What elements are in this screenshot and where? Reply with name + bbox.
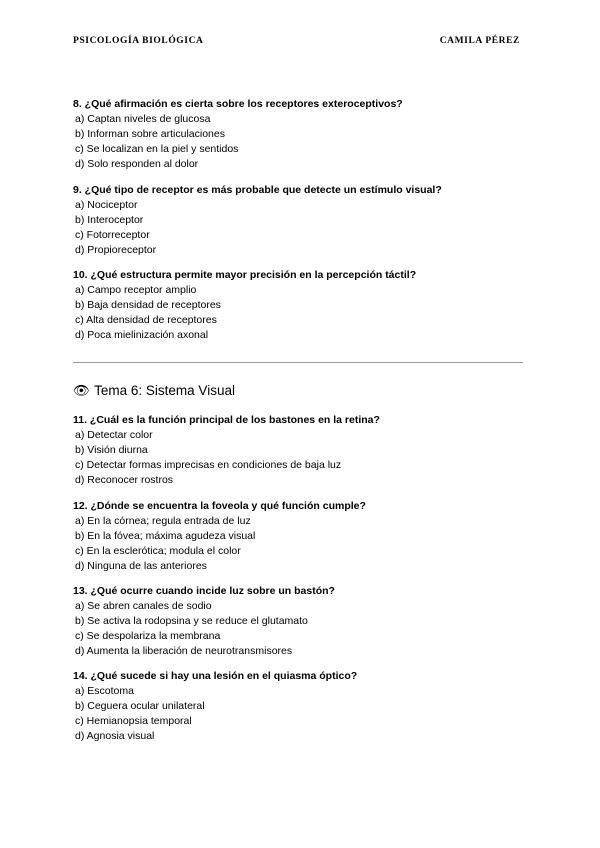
question-title: 8. ¿Qué afirmación es cierta sobre los receptores exteroceptivos?	[73, 98, 403, 110]
question-8	[73, 97, 533, 172]
option-c: c) Se despolariza la membrana	[75, 630, 221, 642]
question-title: 14. ¿Qué sucede si hay una lesión en el quiasma óptico?	[73, 670, 358, 682]
section-title: Tema 6: Sistema Visual	[94, 383, 235, 398]
question-title: 9. ¿Qué tipo de receptor es más probable que detecte un estímulo visual?	[73, 184, 442, 196]
question-title: 10. ¿Qué estructura permite mayor precisión en la percepción táctil?	[73, 269, 417, 281]
option-b: b) Visión diurna	[75, 444, 148, 456]
option-a: a) Nociceptor	[75, 199, 138, 211]
option-c: c) Se localizan en la piel y sentidos	[75, 143, 239, 155]
option-d: d) Poca mielinización axonal	[75, 329, 209, 341]
option-d: d) Agnosia visual	[75, 730, 155, 742]
option-a: a) Escotoma	[75, 685, 134, 697]
question-9	[73, 183, 533, 258]
option-a: a) Captan niveles de glucosa	[75, 113, 211, 125]
option-d: d) Reconocer rostros	[75, 474, 174, 486]
option-a: a) En la córnea; regula entrada de luz	[75, 515, 251, 527]
header-subject: PSICOLOGÍA BIOLÓGICA	[73, 36, 204, 46]
option-d: d) Solo responden al dolor	[75, 158, 199, 170]
question-13	[73, 584, 533, 659]
question-14	[73, 669, 533, 744]
option-a: a) Campo receptor amplio	[75, 284, 197, 296]
option-c: c) En la esclerótica; modula el color	[75, 545, 241, 557]
question-title: 12. ¿Dónde se encuentra la foveola y qué función cumple?	[73, 500, 366, 512]
header-author: CAMILA PÉREZ	[439, 36, 520, 46]
option-a: a) Se abren canales de sodio	[75, 600, 212, 612]
page-header	[73, 36, 520, 50]
section-divider	[73, 362, 523, 363]
option-c: c) Hemianopsia temporal	[75, 715, 192, 727]
option-c: c) Detectar formas imprecisas en condiciones de baja luz	[75, 459, 342, 471]
option-b: b) Informan sobre articulaciones	[75, 128, 225, 140]
question-title: 13. ¿Qué ocurre cuando incide luz sobre un bastón?	[73, 585, 335, 597]
option-a: a) Detectar color	[75, 429, 153, 441]
option-b: b) Se activa la rodopsina y se reduce el glutamato	[75, 615, 308, 627]
option-c: c) Fotorreceptor	[75, 229, 150, 241]
option-b: b) En la fóvea; máxima agudeza visual	[75, 530, 256, 542]
option-b: b) Baja densidad de receptores	[75, 299, 221, 311]
option-c: c) Alta densidad de receptores	[75, 314, 217, 326]
option-d: d) Aumenta la liberación de neurotransmisores	[75, 645, 293, 657]
option-b: b) Ceguera ocular unilateral	[75, 700, 205, 712]
option-d: d) Propioreceptor	[75, 244, 157, 256]
question-11	[73, 413, 533, 488]
option-d: d) Ninguna de las anteriores	[75, 560, 207, 572]
section-heading	[73, 382, 235, 400]
eye-icon: 👁	[73, 383, 91, 398]
question-10	[73, 268, 533, 343]
question-title: 11. ¿Cuál es la función principal de los bastones en la retina?	[73, 414, 380, 426]
question-12	[73, 499, 533, 574]
option-b: b) Interoceptor	[75, 214, 144, 226]
